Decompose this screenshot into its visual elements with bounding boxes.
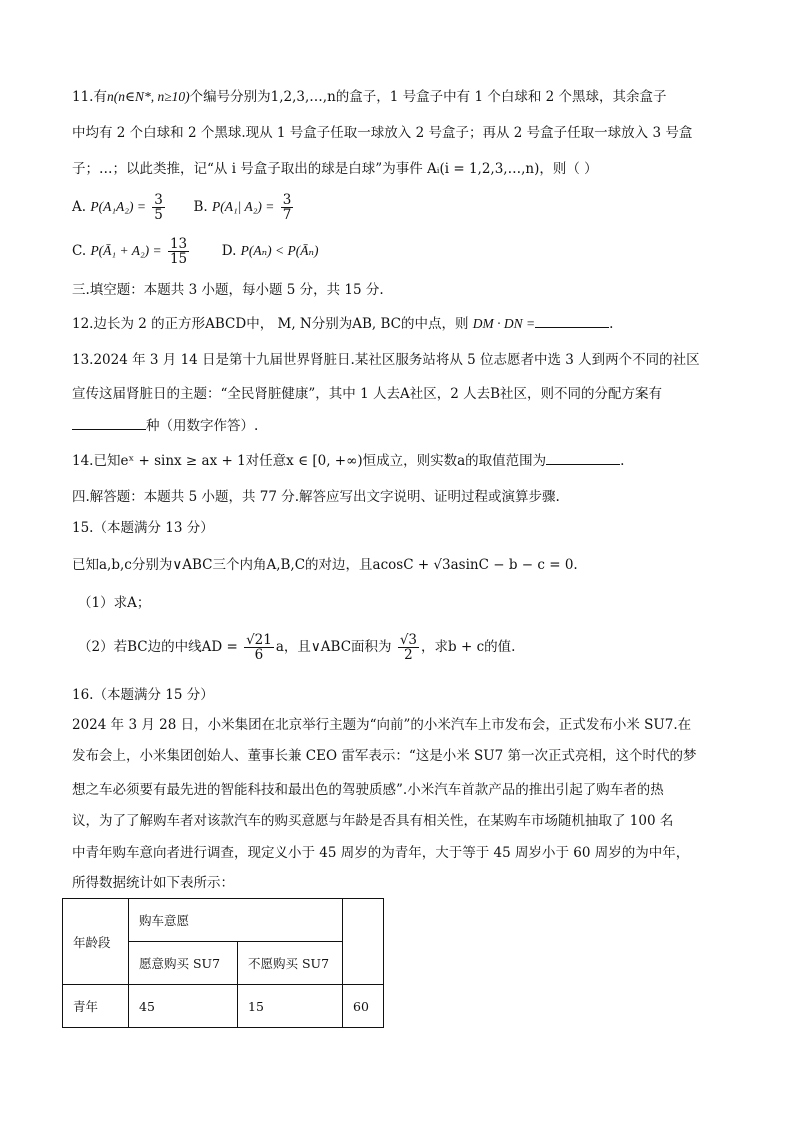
q16-line: 发布会上，小米集团创始人、董事长兼 CEO 雷军表示：“这是小米 SU7 第一次正式亮相，这个时代的梦: [72, 748, 697, 764]
q14-answer-blank: [546, 452, 620, 465]
q13-line2: 宣传这届肾脏日的主题：“全民肾脏健康”，其中 1 人去A社区，2 人去B社区，则不同的分配方案有: [72, 386, 663, 402]
q13-line3-text: 种（用数字作答）.: [146, 418, 259, 434]
q13-line1: 13.2024 年 3 月 14 日是第十九届世界肾脏日.某社区服务站将从 5 位志愿者中选 3 人到两个不同的社区: [72, 352, 700, 368]
q16-line: 中青年购车意向者进行调查，现定义小于 45 周岁的为青年，大于等于 45 周岁小于 60 周岁的为中年，: [72, 845, 690, 861]
q15-part2-pre: （2）若BC边的中线AD =: [78, 639, 238, 655]
q12: [72, 315, 613, 333]
row-total: 60: [343, 985, 384, 1028]
q15-part1: （1）求A；: [78, 595, 151, 611]
q12-end: .: [609, 316, 614, 332]
header-purchase-intent: 购车意愿: [129, 899, 343, 942]
q14-end: .: [620, 453, 625, 469]
q15-median-num: √21: [246, 632, 272, 648]
q12-text: 12.边长为 2 的正方形ABCD中， M, N分别为AB, BC的中点，则: [72, 316, 469, 332]
q15-area-num: √3: [399, 632, 418, 648]
q16-line: 想之车必须要有最先进的智能科技和最出色的驾驶质感”.小米汽车首款产品的推出引起了购车者的热: [72, 782, 664, 798]
q12-answer-blank: [535, 315, 609, 328]
option-a-fraction: [152, 193, 165, 222]
q11-line3: 子；…；以此类推，记“从 i 号盒子取出的球是白球”为事件 Aᵢ(i = 1,2,3,…,n)，则（ ）: [72, 161, 598, 177]
q11-options-cd: [72, 237, 318, 266]
q15-part2-mid: a，且∨ABC面积为: [275, 639, 392, 655]
section-3-heading: 三.填空题：本题共 3 小题，每小题 5 分，共 15 分.: [72, 282, 384, 298]
q11-prefix: 11.有: [72, 89, 107, 105]
option-a-label: A.: [72, 199, 87, 215]
row-unwilling: 15: [238, 985, 343, 1028]
q15-median-den: 6: [254, 647, 264, 663]
option-c-den: 15: [169, 251, 188, 267]
q15-part2: [78, 633, 515, 662]
q16-line: 议，为了了解购车者对该款汽车的购买意愿与年龄是否具有相关性，在某购车市场随机抽取了 100 名: [72, 813, 674, 829]
q11-options-ab: [72, 193, 295, 222]
q14: [72, 452, 624, 470]
option-c-fraction: [168, 237, 189, 266]
q11-line2: 中均有 2 个白球和 2 个黑球.现从 1 号盒子任取一球放入 2 号盒子；再从 2 号盒子任取一球放入 3 号盒: [72, 125, 693, 141]
q14-text: 14.已知eˣ + sinx ≥ ax + 1对任意x ∈ [0, +∞)恒成立，则实数a的取值范围为: [72, 453, 547, 469]
option-b-num: 3: [282, 192, 292, 208]
q15-part2-post: ，求b + c的值.: [421, 639, 516, 655]
q16-header: 16.（本题满分 15 分）: [72, 687, 214, 703]
q15-area-fraction: [398, 633, 419, 662]
table-header-row: [63, 899, 384, 942]
q16-line: 所得数据统计如下表所示：: [72, 875, 234, 891]
header-total: [343, 899, 384, 985]
option-d-label: D.: [221, 243, 237, 259]
option-b-den: 7: [282, 207, 292, 223]
q11-line1-text: 个编号分别为1,2,3,…,n的盒子，1 号盒子中有 1 个白球和 2 个黑球，其余盒子: [189, 89, 667, 105]
header-unwilling: 不愿购买 SU7: [238, 942, 343, 985]
option-a-den: 5: [154, 207, 163, 223]
option-b-label: B.: [193, 199, 208, 215]
q15-area-den: 2: [404, 647, 413, 663]
q13-line3: [72, 417, 258, 435]
header-willing: 愿意购买 SU7: [129, 942, 238, 985]
option-b-expr: P(A₁| A₂) =: [211, 199, 275, 214]
q15-header: 15.（本题满分 13 分）: [72, 520, 214, 536]
option-c-num: 13: [169, 236, 188, 252]
q16-line: 2024 年 3 月 28 日，小米集团在北京举行主题为“向前”的小米汽车上市发布会，正式发布小米 SU7.在: [72, 717, 692, 733]
q11-condition: n(n∈N*, n≥10): [106, 89, 190, 104]
row-willing: 45: [129, 985, 238, 1028]
q15-median-fraction: [244, 633, 274, 662]
section-4-heading: 四.解答题：本题共 5 小题，共 77 分.解答应写出文字说明、证明过程或演算步骤.: [72, 489, 560, 505]
option-a-num: 3: [154, 192, 163, 208]
option-c-label: C.: [72, 243, 87, 259]
q13-answer-blank: [72, 417, 146, 430]
q11-line1: [72, 88, 667, 106]
header-age-group: 年龄段: [63, 899, 129, 985]
q15-stem: 已知a,b,c分别为∨ABC三个内角A,B,C的对边，且acosC + √3asinC − b − c = 0.: [72, 557, 578, 573]
option-c-expr: P(Ā₁ + A₂) =: [90, 243, 162, 258]
table-row: [63, 985, 384, 1028]
row-label: 青年: [63, 985, 129, 1028]
option-b-fraction: [281, 193, 294, 222]
option-d-expr: P(Aₙ) < P(Āₙ): [240, 243, 319, 258]
survey-table: [62, 898, 384, 1028]
option-a-expr: P(A₁A₂) =: [90, 199, 146, 214]
q12-expr: DM · DN =: [472, 316, 536, 331]
